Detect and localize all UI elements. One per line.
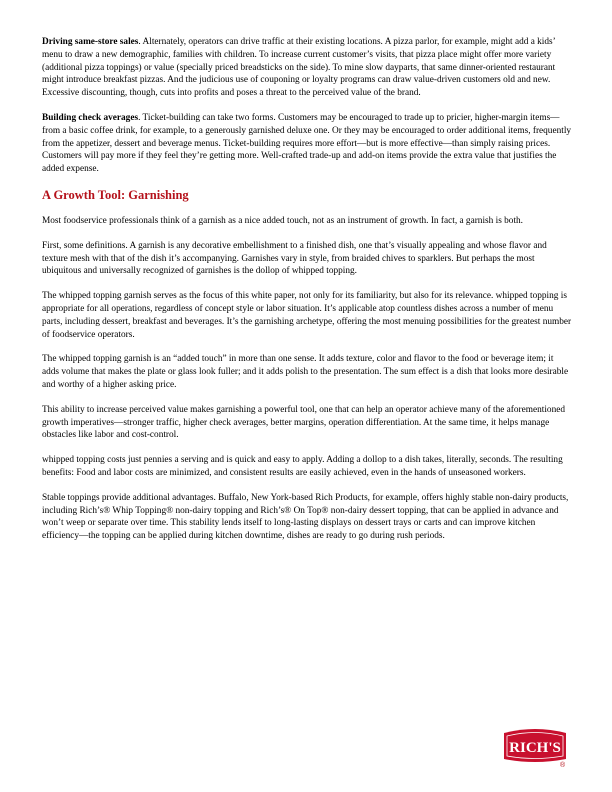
richs-logo-graphic	[500, 727, 570, 763]
paragraph-driving-same-store-sales	[42, 36, 572, 100]
logo-text: RICH'S	[509, 740, 561, 756]
paragraph-lead: Driving same-store sales	[42, 37, 139, 47]
registered-mark: ®	[560, 762, 566, 769]
paragraph: The whipped topping garnish serves as the focus of this white paper, not only for its familiarity, but also for its relevance. whipped topping is appropriate for all operations, regardless of concept style or labor situation. It’s applicable atop countless dishes across a number of menu parts, including dessert, breakfast and beverages. It’s the garnishing archetype, offering the most menuing possibilities for the greatest number of foodservice operators.	[42, 291, 572, 340]
document-body	[42, 36, 572, 555]
paragraph: This ability to increase perceived value makes garnishing a powerful tool, one that can help an operator achieve many of the aforementioned growth imperatives—stronger traffic, higher check averages, better margins, operation differentiation. At the same time, it helps manage obstacles like labor and cost-control.	[42, 404, 566, 441]
paragraph: whipped topping costs just pennies a serving and is quick and easy to apply. Adding a dollop to a dish takes, literally, seconds. The resulting benefits: Food and labor costs are minimized, and consistent results are easily achieved, even in the hands of unseasoned workers.	[42, 455, 563, 478]
paragraph: The whipped topping garnish is an “added touch” in more than one sense. It adds texture, color and flavor to the food or beverage item; it adds volume that makes the plate or glass look fuller; and it adds polish to the presentation. The sum effect is a dish that looks more desirable and worthy of a higher asking price.	[42, 354, 569, 390]
paragraph-text: . Alternately, operators can drive traffic at their existing locations. A pizza parlor, for example, might add a kids’ menu to draw a new demographic, families with children. To increase current customer’s visits, that pizza place might offer more variety (additional pizza toppings) or value (specially priced breadsticks on the side). To mine slow dayparts, that same dinner-oriented restaurant might introduce breakfast pizzas. And the judicious use of couponing or loyalty programs can draw value-driven customers old and new. Excessive discounting, though, cuts into profits and poses a threat to the perceived value of the brand.	[42, 37, 556, 99]
paragraph: First, some definitions. A garnish is any decorative embellishment to a finished dish, one that’s visually appealing and whose flavor and texture mesh with that of the dish it’s accompanying. Garnishes vary in style, from braided chives to sparklers. But perhaps the most ubiquitous and universally recognized of garnishes is the dollop of whipped topping.	[42, 240, 547, 277]
paragraph: Most foodservice professionals think of a garnish as a nice added touch, not as an instrument of growth. In fact, a garnish is both.	[42, 215, 524, 226]
section-heading: A Growth Tool: Garnishing	[42, 187, 189, 202]
paragraph-building-check-averages	[42, 112, 572, 176]
paragraph-lead: Building check averages	[42, 112, 139, 123]
paragraph: Stable toppings provide additional advantages. Buffalo, New York-based Rich Products, for example, offers highly stable non-dairy products, including Rich’s® Whip Topping® non-dairy topping and Rich’s® On Top® non-dairy dessert topping, that can be applied in advance and won’t weep or separate over time. This stability lends itself to long-lasting displays on dessert trays or carts and can improve kitchen efficiency—the topping can be applied during kitchen downtime, dishes are ready to go during rush periods.	[42, 492, 569, 542]
paragraph-text: . Ticket-building can take two forms. Customers may be encouraged to trade up to pricier, higher-margin items—from a basic coffee drink, for example, to a generously garnished deluxe one. Or they may be encouraged to order additional items, frequently from the appetizer, dessert and beverage menus. Ticket-building requires more effort—but is more effective—than simply raising prices. Customers will pay more if they feel they’re getting more. Well-crafted trade-up and add-on items provide the extra value that justifies the added expense.	[42, 112, 572, 175]
richs-logo	[500, 727, 570, 763]
